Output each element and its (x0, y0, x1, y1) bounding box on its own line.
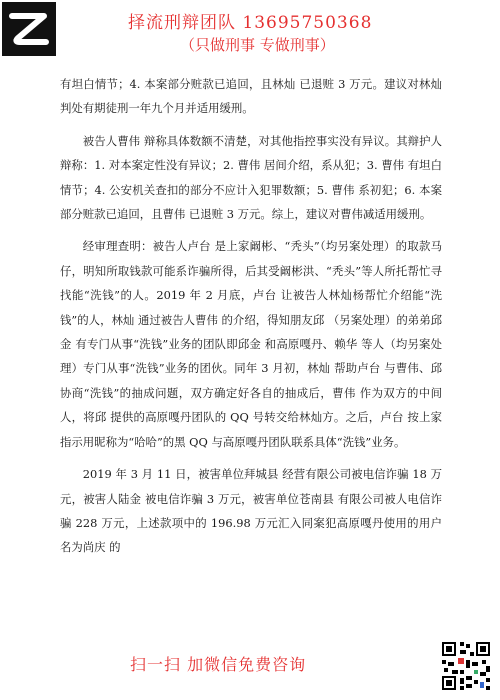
firm-logo-icon (2, 2, 56, 56)
qr-code-icon[interactable] (440, 640, 492, 692)
firm-tagline: （只做刑事 专做刑事） (180, 36, 335, 54)
paragraph-2: 被告人曹伟 辩称具体数额不清楚，对其他指控事实没有异议。其辩护人辩称：1. 对本案定性没有异议；2. 曹伟 居间介绍，系从犯；3. 曹伟 有坦白情节；4. 公安机关查扣的部分不应计入犯罪数额；5. 曹伟 系初犯；6. 本案部分赃款已追回，且曹伟 已退赃 3 万元。综上，建议对曹伟减适用缓刑。 (60, 133, 442, 222)
firm-name: 择流刑辩团队 13695750368 (128, 13, 373, 33)
document-body (60, 72, 442, 560)
paragraph-4: 2019 年 3 月 11 日，被害单位拜城县 经营有限公司被电信诈骗 18 万元，被害人陆金 被电信诈骗 3 万元，被害单位苍南县 有限公司被人电信诈骗 228 万元，上述款项中的 196.98 万元汇入同案犯高原嘎丹使用的用户名为尚庆 的 (60, 467, 442, 555)
wechat-cta: 扫一扫 加微信免费咨询 (130, 655, 307, 674)
paragraph-1: 有坦白情节；4. 本案部分赃款已追回，且林灿 已退赃 3 万元。建议对林灿 判处有期徒刑一年九个月并适用缓刑。 (60, 77, 442, 116)
paragraph-3: 经审理查明：被告人卢台 是上家阚彬、“秃头”（均另案处理）的取款马仔，明知所取钱款可能系诈骗所得，后其受阚彬洪、“秃头”等人所托帮忙寻找能“洗钱”的人。2019 年 2 月底，卢台 让被告人林灿杨帮忙介绍能“洗钱”的人，林灿 通过被告人曹伟 的介绍，得知朋友邱 （另案处理）的弟弟邱金 有专门从事“洗钱”业务的团队即邱金 和高原嘎丹、赖华 等人（均另案处理）专门从事“洗钱”业务的团伙。同年 3 月初，林灿 帮助卢台 与曹伟、邱 协商“洗钱”的抽成问题，双方确定好各自的抽成后，曹伟 作为双方的中间人，将邱 提供的高原嘎丹团队的 QQ 号转交给林灿方。之后，卢台 按上家指示用昵称为“哈哈”的黑 QQ 与高原嘎丹团队联系具体“洗钱”业务。 (60, 239, 442, 449)
page-header (0, 0, 500, 62)
